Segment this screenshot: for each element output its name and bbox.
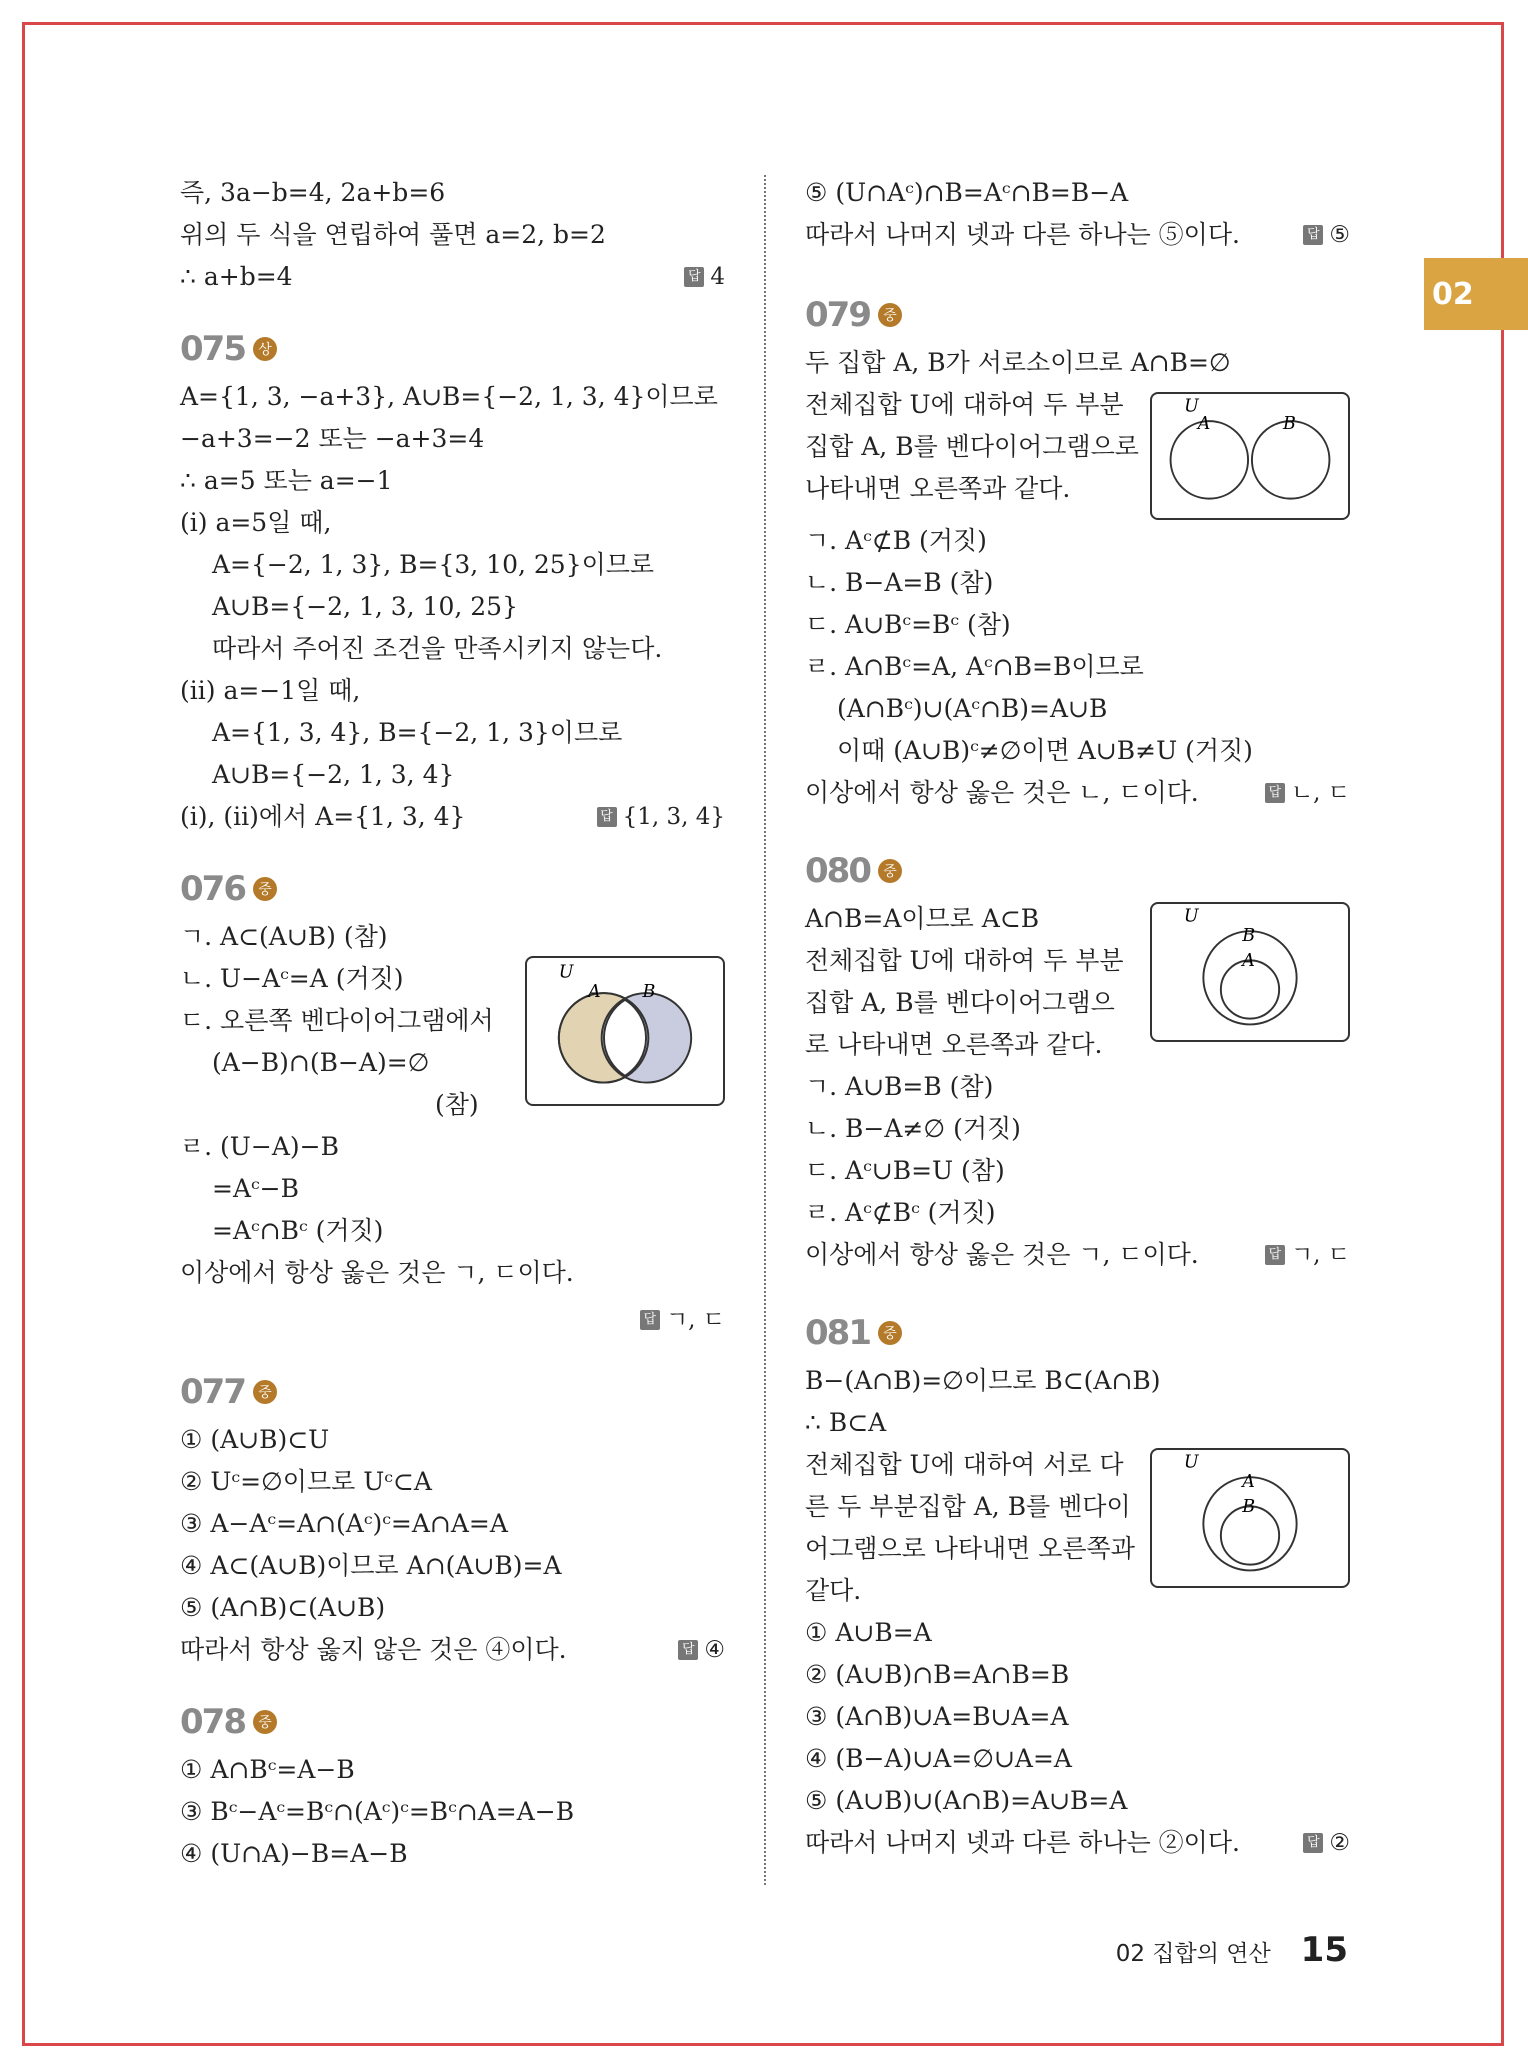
venn-label-b: B bbox=[1242, 925, 1256, 946]
solution-line: 따라서 주어진 조건을 만족시키지 않는다. bbox=[212, 634, 663, 663]
answer-value: ④ bbox=[704, 1637, 725, 1663]
solution-line: ⑤ (A∩B)⊂(A∪B) bbox=[180, 1593, 386, 1622]
solution-line: 따라서 나머지 넷과 다른 하나는 ②이다. bbox=[805, 1828, 1240, 1857]
answer-icon: 답 bbox=[1265, 1245, 1285, 1265]
venn-label-a: A bbox=[1242, 951, 1255, 972]
problem-075 bbox=[180, 326, 725, 838]
problem-number: 078 bbox=[180, 1702, 245, 1742]
answer-icon: 답 bbox=[640, 1310, 660, 1330]
solution-line: ① (A∪B)⊂U bbox=[180, 1425, 330, 1454]
solution-line: 어그램으로 나타내면 오른쪽과 bbox=[805, 1534, 1135, 1563]
solution-line: 따라서 나머지 넷과 다른 하나는 ⑤이다. bbox=[805, 220, 1240, 249]
solution-line: 이상에서 항상 옳은 것은 ㄱ, ㄷ이다. bbox=[180, 1258, 574, 1287]
page-footer bbox=[1116, 1930, 1348, 1970]
venn-label-b: B bbox=[1282, 413, 1296, 434]
answer-icon: 답 bbox=[597, 807, 617, 827]
answer-icon: 답 bbox=[1265, 783, 1285, 803]
answer-value: ㄴ, ㄷ bbox=[1290, 780, 1350, 806]
solution-line: 전체집합 U에 대하여 두 부분 bbox=[805, 390, 1124, 419]
solution-line: ⑤ (U∩Aᶜ)∩B=Aᶜ∩B=B−A bbox=[805, 178, 1129, 207]
solution-line: 이상에서 항상 옳은 것은 ㄱ, ㄷ이다. bbox=[805, 1240, 1199, 1269]
solution-line: ③ Bᶜ−Aᶜ=Bᶜ∩(Aᶜ)ᶜ=Bᶜ∩A=A−B bbox=[180, 1797, 575, 1826]
answer-value: ㄱ, ㄷ bbox=[665, 1307, 725, 1333]
solution-line: ㄹ. (U−A)−B bbox=[180, 1132, 339, 1161]
problem-078 bbox=[180, 1699, 725, 1875]
venn-label-b: B bbox=[1242, 1497, 1256, 1518]
venn-label-a: A bbox=[588, 981, 601, 1002]
chapter-tab: 02 bbox=[1424, 258, 1528, 330]
problem-number: 076 bbox=[180, 869, 245, 909]
problem-079 bbox=[805, 292, 1350, 814]
solution-line: A={−2, 1, 3}, B={3, 10, 25}이므로 bbox=[212, 550, 655, 579]
solution-line: 이상에서 항상 옳은 것은 ㄴ, ㄷ이다. bbox=[805, 778, 1199, 807]
solution-line: ③ A−Aᶜ=A∩(Aᶜ)ᶜ=A∩A=A bbox=[180, 1509, 508, 1538]
solution-line: A={1, 3, −a+3}, A∪B={−2, 1, 3, 4}이므로 bbox=[180, 382, 718, 411]
solution-line: A∩B=A이므로 A⊂B bbox=[805, 904, 1040, 933]
footer-chapter-title: 02 집합의 연산 bbox=[1115, 1941, 1271, 1967]
difficulty-badge: 중 bbox=[878, 859, 902, 883]
solution-line: 따라서 항상 옳지 않은 것은 ④이다. bbox=[180, 1635, 567, 1664]
column-divider bbox=[764, 175, 766, 1885]
solution-line: ㄴ. B−A≠∅ (거짓) bbox=[805, 1114, 1021, 1143]
solution-line: (A∩Bᶜ)∪(Aᶜ∩B)=A∪B bbox=[837, 694, 1108, 723]
venn-label-u: U bbox=[1184, 396, 1199, 417]
venn-label-u: U bbox=[1183, 1452, 1199, 1473]
problem-number: 077 bbox=[180, 1372, 245, 1412]
solution-line: 위의 두 식을 연립하여 풀면 a=2, b=2 bbox=[180, 220, 606, 249]
solution-line: ① A∩Bᶜ=A−B bbox=[180, 1755, 355, 1784]
difficulty-badge: 중 bbox=[878, 1321, 902, 1345]
solution-line: 같다. bbox=[805, 1576, 862, 1605]
problem-077 bbox=[180, 1369, 725, 1671]
answer-icon: 답 bbox=[684, 267, 704, 287]
solution-line: 집합 A, B를 벤다이어그램으 bbox=[805, 988, 1115, 1017]
answer bbox=[640, 1299, 725, 1341]
continued-solution bbox=[180, 172, 725, 298]
venn-diagram-076 bbox=[525, 956, 725, 1106]
solution-line: −a+3=−2 또는 −a+3=4 bbox=[180, 424, 485, 453]
left-column bbox=[180, 172, 725, 1875]
solution-line: ② Uᶜ=∅이므로 Uᶜ⊂A bbox=[180, 1467, 432, 1496]
difficulty-badge: 중 bbox=[878, 303, 902, 327]
solution-line: A∪B={−2, 1, 3, 4} bbox=[212, 760, 455, 789]
continued-solution bbox=[805, 172, 1350, 256]
answer-value: ㄱ, ㄷ bbox=[1290, 1242, 1350, 1268]
difficulty-badge: 상 bbox=[253, 337, 277, 361]
difficulty-badge: 중 bbox=[253, 1380, 277, 1404]
venn-label-a: A bbox=[1242, 1471, 1255, 1492]
solution-line: (ⅱ) a=−1일 때, bbox=[180, 676, 361, 705]
solution-line: ⑤ (A∪B)∪(A∩B)=A∪B=A bbox=[805, 1786, 1128, 1815]
solution-line: =Aᶜ−B bbox=[212, 1174, 299, 1203]
solution-line: B−(A∩B)=∅이므로 B⊂(A∩B) bbox=[805, 1366, 1161, 1395]
venn-diagram-080 bbox=[1150, 902, 1350, 1042]
solution-line: (A−B)∩(B−A)=∅ bbox=[212, 1048, 430, 1077]
answer-icon: 답 bbox=[1303, 225, 1323, 245]
answer bbox=[1303, 214, 1350, 256]
solution-line: 로 나타내면 오른쪽과 같다. bbox=[805, 1030, 1103, 1059]
solution-line: 집합 A, B를 벤다이어그램으로 bbox=[805, 432, 1139, 461]
solution-line: ∴ a+b=4 bbox=[180, 262, 293, 291]
solution-line: ㄱ. A⊂(A∪B) (참) bbox=[180, 922, 388, 951]
page-number: 15 bbox=[1300, 1930, 1348, 1970]
problem-081 bbox=[805, 1310, 1350, 1864]
problem-number: 081 bbox=[805, 1313, 870, 1353]
answer-icon: 답 bbox=[1303, 1833, 1323, 1853]
solution-line: 이때 (A∪B)ᶜ≠∅이면 A∪B≠U (거짓) bbox=[837, 736, 1253, 765]
venn-label-a: A bbox=[1197, 413, 1211, 434]
solution-line: (ⅰ) a=5일 때, bbox=[180, 508, 332, 537]
solution-line: 즉, 3a−b=4, 2a+b=6 bbox=[180, 178, 446, 207]
answer bbox=[1265, 772, 1350, 814]
solution-line: ∴ B⊂A bbox=[805, 1408, 887, 1437]
solution-line: =Aᶜ∩Bᶜ (거짓) bbox=[212, 1216, 384, 1245]
problem-076 bbox=[180, 866, 725, 1341]
solution-line: ③ (A∩B)∪A=B∪A=A bbox=[805, 1702, 1069, 1731]
solution-line: 전체집합 U에 대하여 두 부분 bbox=[805, 946, 1124, 975]
answer-value: 4 bbox=[710, 264, 725, 290]
solution-line: ∴ a=5 또는 a=−1 bbox=[180, 466, 393, 495]
answer-icon: 답 bbox=[678, 1640, 698, 1660]
solution-line: 두 집합 A, B가 서로소이므로 A∩B=∅ bbox=[805, 348, 1231, 377]
venn-label-u: U bbox=[558, 962, 574, 983]
venn-diagram-079 bbox=[1150, 392, 1350, 520]
problem-number: 080 bbox=[805, 851, 870, 891]
answer-value: ② bbox=[1329, 1830, 1350, 1856]
answer bbox=[1303, 1822, 1350, 1864]
solution-line: ① A∪B=A bbox=[805, 1618, 932, 1647]
difficulty-badge: 중 bbox=[253, 1710, 277, 1734]
solution-line: ㄷ. Aᶜ∪B=U (참) bbox=[805, 1156, 1005, 1185]
answer bbox=[597, 796, 725, 838]
solution-line: 나타내면 오른쪽과 같다. bbox=[805, 474, 1071, 503]
solution-line: ㄴ. U−Aᶜ=A (거짓) bbox=[180, 964, 404, 993]
problem-number: 075 bbox=[180, 329, 245, 369]
problem-number: 079 bbox=[805, 295, 870, 335]
venn-label-b: B bbox=[642, 981, 656, 1002]
answer-value: {1, 3, 4} bbox=[622, 804, 725, 830]
solution-line: 른 두 부분집합 A, B를 벤다이 bbox=[805, 1492, 1131, 1521]
solution-line: (ⅰ), (ⅱ)에서 A={1, 3, 4} bbox=[180, 802, 466, 831]
solution-line: ㄷ. 오른쪽 벤다이어그램에서 bbox=[180, 1006, 494, 1035]
solution-line: ㄱ. A∪B=B (참) bbox=[805, 1072, 994, 1101]
solution-line: A={1, 3, 4}, B={−2, 1, 3}이므로 bbox=[212, 718, 623, 747]
solution-line: ㄹ. Aᶜ⊄Bᶜ (거짓) bbox=[805, 1198, 996, 1227]
answer bbox=[1265, 1234, 1350, 1276]
venn-diagram-081 bbox=[1150, 1448, 1350, 1588]
solution-line: ㄱ. Aᶜ⊄B (거짓) bbox=[805, 526, 987, 555]
solution-line: 전체집합 U에 대하여 서로 다 bbox=[805, 1450, 1124, 1479]
solution-line: ④ (U∩A)−B=A−B bbox=[180, 1839, 408, 1868]
answer bbox=[678, 1629, 725, 1671]
solution-line: ④ A⊂(A∪B)이므로 A∩(A∪B)=A bbox=[180, 1551, 562, 1580]
solution-line: ② (A∪B)∩B=A∩B=B bbox=[805, 1660, 1070, 1689]
solution-line: A∪B={−2, 1, 3, 10, 25} bbox=[212, 592, 518, 621]
problem-080 bbox=[805, 848, 1350, 1276]
solution-line: (참) bbox=[435, 1090, 479, 1119]
difficulty-badge: 중 bbox=[253, 877, 277, 901]
solution-line: ④ (B−A)∪A=∅∪A=A bbox=[805, 1744, 1072, 1773]
answer-value: ⑤ bbox=[1329, 222, 1350, 248]
answer bbox=[684, 256, 725, 298]
solution-line: ㄹ. A∩Bᶜ=A, Aᶜ∩B=B이므로 bbox=[805, 652, 1144, 681]
solution-line: ㄴ. B−A=B (참) bbox=[805, 568, 994, 597]
right-column bbox=[805, 172, 1350, 1864]
venn-label-u: U bbox=[1183, 906, 1199, 927]
solution-line: ㄷ. A∪Bᶜ=Bᶜ (참) bbox=[805, 610, 1011, 639]
